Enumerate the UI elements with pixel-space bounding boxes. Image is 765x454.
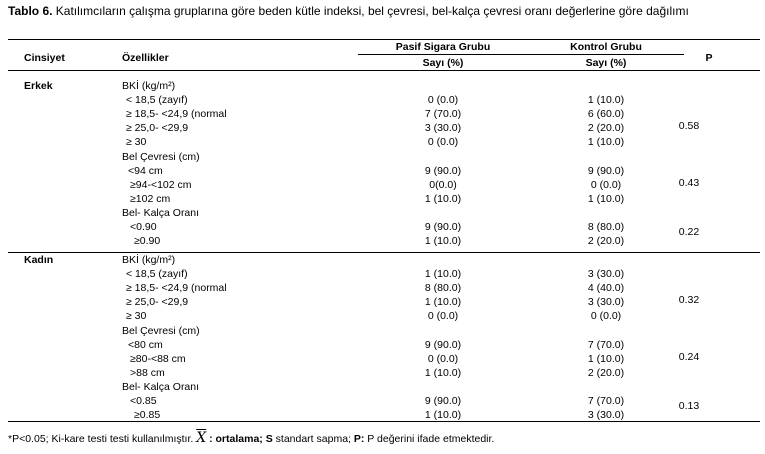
cell-kontrol: 2 (20.0) — [587, 366, 625, 379]
subgroup-heading: BKİ (kg/m²) — [122, 80, 176, 92]
cell-kontrol: 8 (80.0) — [587, 221, 625, 233]
cell-pasif: 7 (70.0) — [424, 108, 462, 121]
cell-pasif: 1 (10.0) — [424, 235, 462, 248]
group-subrule — [358, 54, 684, 55]
p-value: 0.13 — [678, 400, 700, 413]
cell-kontrol: 3 (30.0) — [587, 409, 625, 422]
row-label: < 18,5 (zayıf) — [126, 268, 188, 281]
bottom-rule — [8, 421, 760, 422]
row-label: <0.85 — [130, 395, 157, 407]
footnote-s: S — [265, 433, 273, 445]
cell-pasif: 1 (10.0) — [424, 268, 462, 281]
header-p: P — [705, 52, 713, 64]
footnote — [8, 430, 494, 446]
row-label: ≥ 25,0- <29,9 — [126, 296, 189, 309]
cell-kontrol: 4 (40.0) — [587, 282, 625, 295]
row-label: ≥ 18,5- <24,9 (normal — [126, 282, 227, 295]
cell-kontrol: 1 (10.0) — [587, 352, 625, 365]
p-value: 0.43 — [678, 176, 700, 189]
cell-kontrol: 9 (90.0) — [587, 164, 625, 177]
cell-pasif: 1 (10.0) — [424, 192, 462, 205]
mean-symbol: $\overline{X}$ — [196, 430, 207, 446]
cell-kontrol: 3 (30.0) — [587, 296, 625, 309]
p-value: 0.32 — [678, 294, 700, 307]
section-divider — [8, 252, 760, 253]
header-ozellikler: Özellikler — [122, 52, 169, 64]
cell-kontrol: 7 (70.0) — [587, 395, 625, 407]
cell-pasif: 0(0.0) — [429, 178, 457, 191]
cell-pasif: 0 (0.0) — [427, 136, 459, 149]
cell-kontrol: 3 (30.0) — [587, 268, 625, 281]
cell-pasif: 0 (0.0) — [427, 352, 459, 365]
row-label: ≥102 cm — [130, 192, 171, 205]
row-label: < 18,5 (zayıf) — [126, 94, 188, 107]
header-group-kontrol: Kontrol Grubu — [570, 41, 642, 53]
cell-pasif: 9 (90.0) — [424, 164, 462, 177]
footnote-part3: standart sapma; — [275, 433, 351, 445]
row-label: ≥ 25,0- <29,9 — [126, 122, 189, 135]
subgroup-heading: BKİ (kg/m²) — [122, 254, 176, 266]
footnote-part1: *P<0.05; Ki-kare testi testi kullanılmıştır. — [8, 433, 194, 445]
row-label: <94 cm — [128, 164, 163, 177]
header-group-pasif: Pasif Sigara Grubu — [395, 41, 491, 53]
row-label: ≥0.90 — [134, 235, 161, 248]
header-sayi-pasif: Sayı (%) — [422, 57, 464, 69]
footnote-part4: P değerini ifade etmektedir. — [367, 433, 495, 445]
cell-pasif: 1 (10.0) — [424, 366, 462, 379]
cell-kontrol: 6 (60.0) — [587, 108, 625, 121]
cell-kontrol: 2 (20.0) — [587, 122, 625, 135]
header-bottom-rule — [8, 70, 760, 71]
cell-pasif: 9 (90.0) — [424, 221, 462, 233]
cell-kontrol: 0 (0.0) — [590, 310, 622, 323]
p-value: 0.22 — [678, 226, 700, 239]
cell-pasif: 8 (80.0) — [424, 282, 462, 295]
row-label: <0.90 — [130, 221, 157, 233]
row-label: ≥94-<102 cm — [130, 178, 192, 191]
cell-pasif: 9 (90.0) — [424, 395, 462, 407]
row-label: ≥80-<88 cm — [130, 352, 186, 365]
cell-pasif: 1 (10.0) — [424, 296, 462, 309]
cell-pasif: 0 (0.0) — [427, 310, 459, 323]
table-caption — [8, 4, 760, 18]
p-value: 0.24 — [678, 350, 700, 363]
header-cinsiyet: Cinsiyet — [24, 52, 65, 64]
subgroup-heading: Bel Çevresi (cm) — [122, 324, 200, 337]
subgroup-heading: Bel- Kalça Oranı — [122, 380, 200, 393]
p-value: 0.58 — [678, 120, 700, 133]
subgroup-heading: Bel Çevresi (cm) — [122, 150, 200, 163]
row-label: >88 cm — [130, 366, 165, 379]
header-sayi-kontrol: Sayı (%) — [585, 57, 627, 69]
cell-pasif: 1 (10.0) — [424, 409, 462, 422]
cell-kontrol: 0 (0.0) — [590, 178, 622, 191]
sex-label: Erkek — [24, 80, 53, 92]
cell-pasif: 9 (90.0) — [424, 338, 462, 351]
cell-kontrol: 2 (20.0) — [587, 235, 625, 248]
row-label: ≥ 18,5- <24,9 (normal — [126, 108, 227, 121]
row-label: ≥ 30 — [126, 310, 147, 323]
cell-pasif: 0 (0.0) — [427, 94, 459, 107]
subgroup-heading: Bel- Kalça Oranı — [122, 206, 200, 219]
cell-kontrol: 1 (10.0) — [587, 136, 625, 149]
sex-label: Kadın — [24, 254, 54, 266]
cell-pasif: 3 (30.0) — [424, 122, 462, 135]
top-rule — [8, 39, 760, 40]
cell-kontrol: 7 (70.0) — [587, 338, 625, 351]
row-label: <80 cm — [128, 338, 163, 351]
row-label: ≥0.85 — [134, 409, 161, 422]
cell-kontrol: 1 (10.0) — [587, 94, 625, 107]
footnote-part2: : ortalama; — [209, 433, 263, 445]
footnote-p: P: — [353, 433, 365, 445]
caption-text: Katılımcıların çalışma gruplarına göre beden kütle indeksi, bel çevresi, bel-kalça çevresi oranı değerlerine göre dağılımı — [55, 4, 689, 18]
caption-label: Tablo 6. — [8, 4, 53, 18]
cell-kontrol: 1 (10.0) — [587, 192, 625, 205]
row-label: ≥ 30 — [126, 136, 147, 149]
